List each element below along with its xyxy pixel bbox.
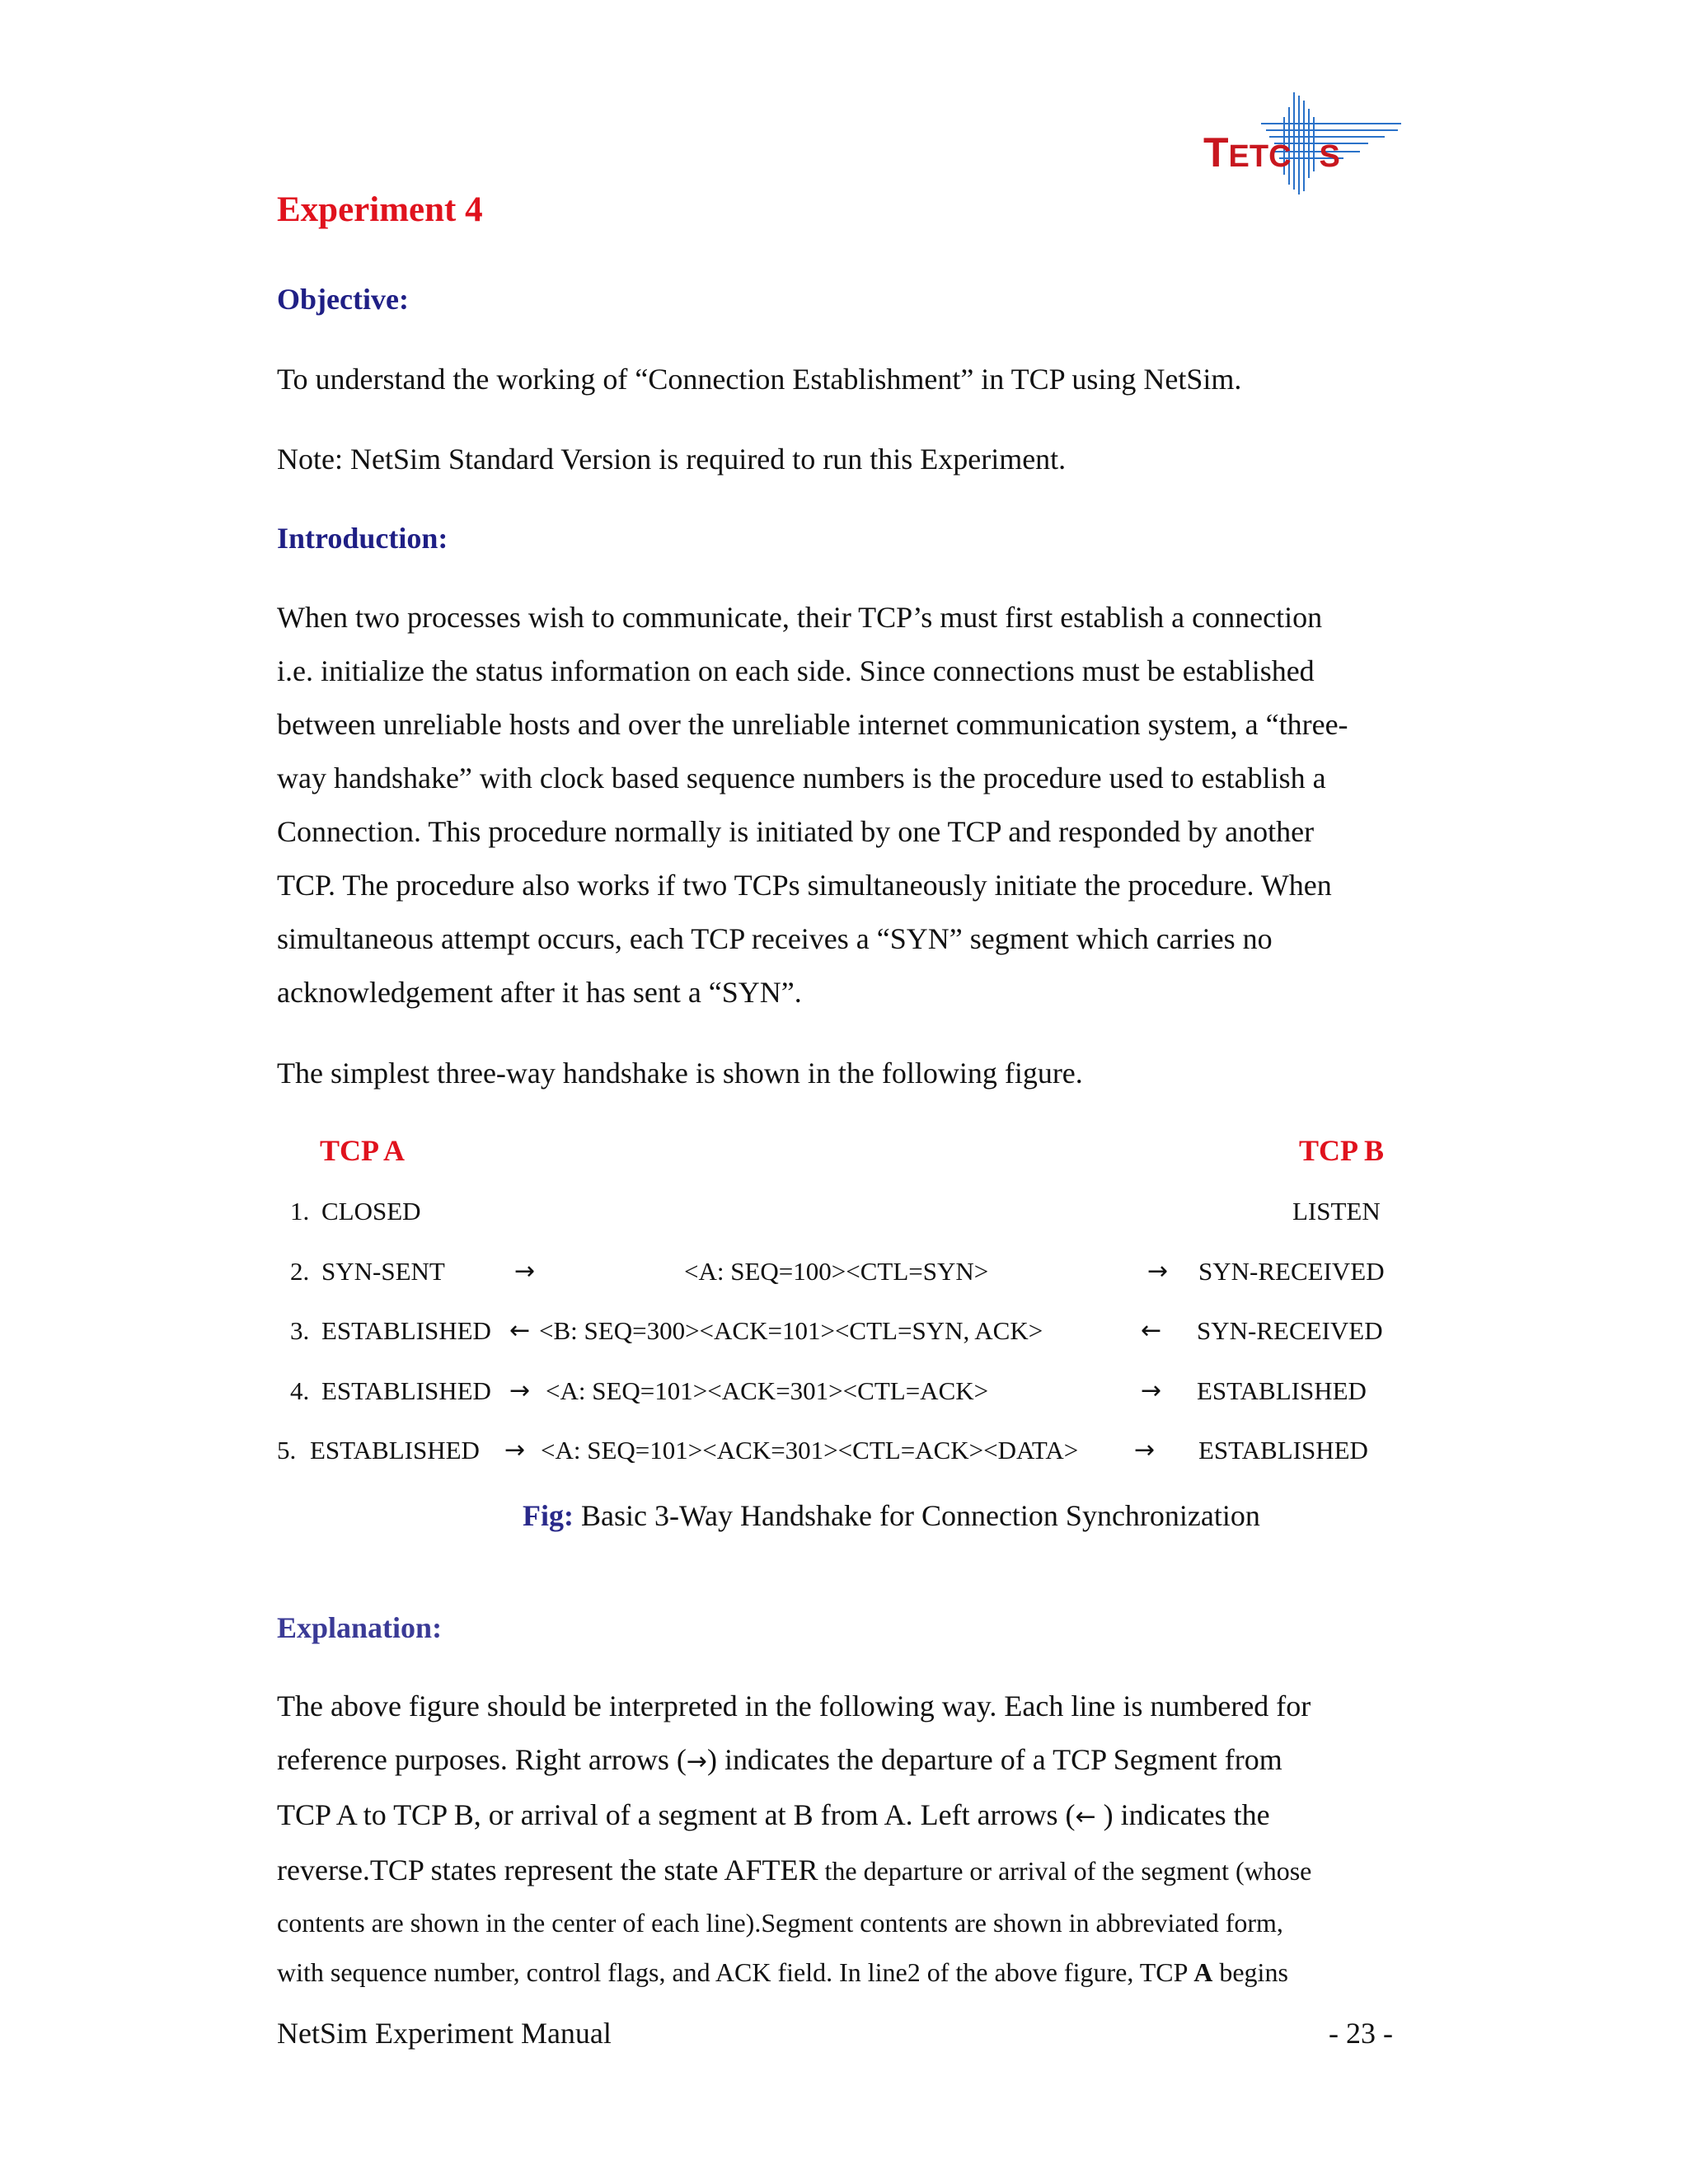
right-arrow-icon: → — [1147, 1257, 1169, 1286]
state-b: ESTABLISHED — [1198, 1436, 1368, 1465]
state-b: SYN-RECEIVED — [1197, 1316, 1383, 1345]
row-number: 2. — [290, 1257, 310, 1286]
explanation-line: The above figure should be interpreted in the following way. Each line is numbered for — [277, 1690, 1311, 1722]
intro-line: simultaneous attempt occurs, each TCP receives a “SYN” segment which carries no — [277, 922, 1273, 955]
text-fragment: begins — [1212, 1957, 1288, 1987]
objective-text: To understand the working of “Connection Establishment” in TCP using NetSim. — [277, 363, 1242, 396]
segment: <A: SEQ=101><ACK=301><CTL=ACK><DATA> — [541, 1436, 1079, 1465]
intro-line: way handshake” with clock based sequence numbers is the procedure used to establish a — [277, 762, 1326, 794]
tetcos-logo — [1203, 92, 1401, 204]
figure-caption — [523, 1498, 1260, 1533]
right-arrow-icon: → — [509, 1376, 531, 1405]
row-number: 1. — [290, 1197, 310, 1226]
explanation-line: contents are shown in the center of each line).Segment contents are shown in abbreviated form, — [277, 1908, 1283, 1938]
state-a: ESTABLISHED — [310, 1436, 480, 1465]
state-a: ESTABLISHED — [321, 1316, 491, 1345]
text-fragment: ) indicates the — [1095, 1798, 1270, 1831]
figure-caption-text: Basic 3-Way Handshake for Connection Synchronization — [580, 1499, 1260, 1532]
text-fragment: TCP A to TCP B, or arrival of a segment at B from A. Left arrows ( — [277, 1798, 1076, 1831]
intro-line: i.e. initialize the status information on each side. Since connections must be established — [277, 654, 1315, 687]
introduction-heading: Introduction: — [277, 522, 448, 555]
explanation-line — [277, 1788, 1406, 1844]
figure-intro: The simplest three-way handshake is shown in the following figure. — [277, 1057, 1083, 1090]
footer-manual-title: NetSim Experiment Manual — [277, 2017, 612, 2050]
intro-line: between unreliable hosts and over the unreliable internet communication system, a “three- — [277, 708, 1348, 741]
introduction-paragraph — [277, 591, 1406, 1019]
text-fragment: reference purposes. Right arrows ( — [277, 1743, 687, 1776]
page-number: - 23 - — [1329, 2017, 1393, 2050]
right-arrow-icon: → — [504, 1436, 526, 1465]
explanation-line — [277, 1733, 1406, 1788]
experiment-heading: Experiment 4 — [277, 190, 483, 229]
state-b: ESTABLISHED — [1197, 1376, 1367, 1405]
state-a: SYN-SENT — [321, 1257, 445, 1286]
text-fragment: A — [1193, 1957, 1213, 1987]
intro-line: TCP. The procedure also works if two TCPs simultaneously initiate the procedure. When — [277, 869, 1332, 902]
text-fragment: with sequence number, control flags, and ACK field. In line2 of the above figure, TCP — [277, 1957, 1194, 1987]
right-arrow-icon: → — [686, 1747, 707, 1776]
left-arrow-icon: ← — [1141, 1316, 1162, 1345]
tcp-a-header: TCP A — [320, 1134, 406, 1167]
explanation-line — [277, 1947, 1406, 1997]
row-number: 3. — [290, 1316, 310, 1345]
left-arrow-icon: ← — [509, 1316, 531, 1345]
explanation-paragraph — [277, 1680, 1406, 1997]
text-fragment: the departure or arrival of the segment (whose — [818, 1856, 1312, 1886]
row-number: 4. — [290, 1376, 310, 1405]
objective-heading: Objective: — [277, 283, 409, 316]
intro-line: When two processes wish to communicate, their TCP’s must first establish a connection — [277, 601, 1323, 634]
segment: <A: SEQ=100><CTL=SYN> — [684, 1257, 989, 1286]
intro-line: Connection. This procedure normally is initiated by one TCP and responded by another — [277, 815, 1315, 848]
segment: <A: SEQ=101><ACK=301><CTL=ACK> — [546, 1376, 989, 1405]
figure-caption-label: Fig: — [523, 1499, 574, 1532]
state-a: ESTABLISHED — [321, 1376, 491, 1405]
left-arrow-icon: ← — [1075, 1802, 1096, 1831]
logo-text: TETC S — [1203, 129, 1340, 176]
state-b: LISTEN — [1292, 1197, 1381, 1226]
objective-note: Note: NetSim Standard Version is required to run this Experiment. — [277, 443, 1067, 476]
right-arrow-icon: → — [514, 1257, 536, 1286]
segment: <B: SEQ=300><ACK=101><CTL=SYN, ACK> — [539, 1316, 1043, 1345]
state-a: CLOSED — [321, 1197, 421, 1226]
state-b: SYN-RECEIVED — [1198, 1257, 1385, 1286]
tcp-b-header: TCP B — [1299, 1134, 1385, 1167]
right-arrow-icon: → — [1134, 1436, 1156, 1465]
text-fragment: reverse.TCP states represent the state AFTER — [277, 1854, 818, 1886]
right-arrow-icon: → — [1141, 1376, 1162, 1405]
row-number: 5. — [277, 1436, 297, 1465]
explanation-heading: Explanation: — [277, 1611, 443, 1644]
explanation-line — [277, 1844, 1406, 1898]
intro-line: acknowledgement after it has sent a “SYN”. — [277, 976, 802, 1009]
text-fragment: ) indicates the departure of a TCP Segment from — [706, 1743, 1282, 1776]
